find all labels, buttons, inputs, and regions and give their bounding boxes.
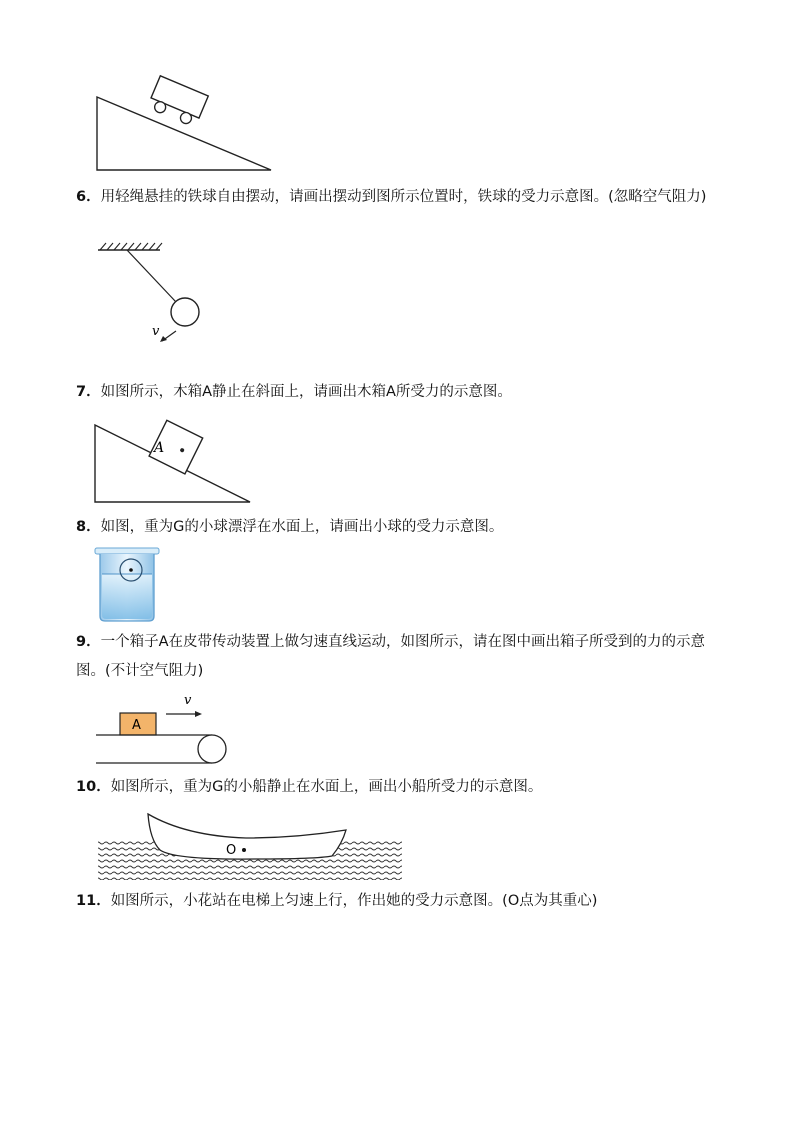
figure-conveyor-belt <box>94 690 234 768</box>
question-number: 7 <box>76 384 87 400</box>
ceiling-hatching <box>100 243 162 250</box>
question-text: 如图所示，重为G的小船静止在水面上，画出小船所受力的示意图。 <box>110 779 543 795</box>
question-number: 11 <box>76 893 97 909</box>
boat <box>148 814 346 859</box>
figure-beaker-floating-ball <box>92 546 162 624</box>
question-number: 6 <box>76 189 87 205</box>
question-text: 一个箱子A在皮带传动装置上做匀速直线运动，如图所示，请在图中画出箱子所受到的力的示意图。(不计空气阻力) <box>76 634 706 679</box>
question-text: 用轻绳悬挂的铁球自由摆动，请画出摆动到图所示位置时，铁球的受力示意图。(忽略空气阻力) <box>100 189 707 205</box>
box-label: A <box>154 440 165 456</box>
question-text: 如图，重为G的小球漂浮在水面上，请画出小球的受力示意图。 <box>100 519 504 535</box>
question-text: 如图所示，小花站在电梯上匀速上行，作出她的受力示意图。(O点为其重心) <box>110 893 598 909</box>
boat-center-label: O <box>226 843 237 858</box>
box-label: A <box>132 718 141 733</box>
question-number: 9 <box>76 634 87 650</box>
beaker-rim <box>95 548 159 554</box>
figure-box-on-incline <box>90 420 260 510</box>
question-9: 9．一个箱子A在皮带传动装置上做匀速直线运动，如图所示，请在图中画出箱子所受到的力的示意图。(不计空气阻力) <box>76 634 706 679</box>
question-7: 7．如图所示，木箱A静止在斜面上，请画出木箱A所受力的示意图。 <box>76 384 512 400</box>
question-11: 11．如图所示，小花站在电梯上匀速上行，作出她的受力示意图。(O点为其重心) <box>76 893 598 909</box>
cart <box>147 76 208 128</box>
question-8: 8．如图，重为G的小球漂浮在水面上，请画出小球的受力示意图。 <box>76 519 504 535</box>
question-10: 10．如图所示，重为G的小船静止在水面上，画出小船所受力的示意图。 <box>76 779 543 795</box>
figure-boat-on-water <box>96 810 406 882</box>
ball-center-dot <box>129 568 133 572</box>
pulley <box>198 735 226 763</box>
pendulum-string <box>127 250 176 302</box>
boat-center-dot <box>242 848 246 852</box>
figure-pendulum <box>90 240 220 350</box>
question-text: 如图所示，木箱A静止在斜面上，请画出木箱A所受力的示意图。 <box>100 384 512 400</box>
question-number: 10 <box>76 779 97 795</box>
velocity-label: v <box>184 693 192 708</box>
question-number: 8 <box>76 519 87 535</box>
iron-ball <box>171 298 199 326</box>
velocity-label: v <box>152 324 160 339</box>
question-6: 6．用轻绳悬挂的铁球自由摆动，请画出摆动到图所示位置时，铁球的受力示意图。(忽略空气阻力) <box>76 189 707 205</box>
figure-cart-on-incline <box>90 80 280 176</box>
